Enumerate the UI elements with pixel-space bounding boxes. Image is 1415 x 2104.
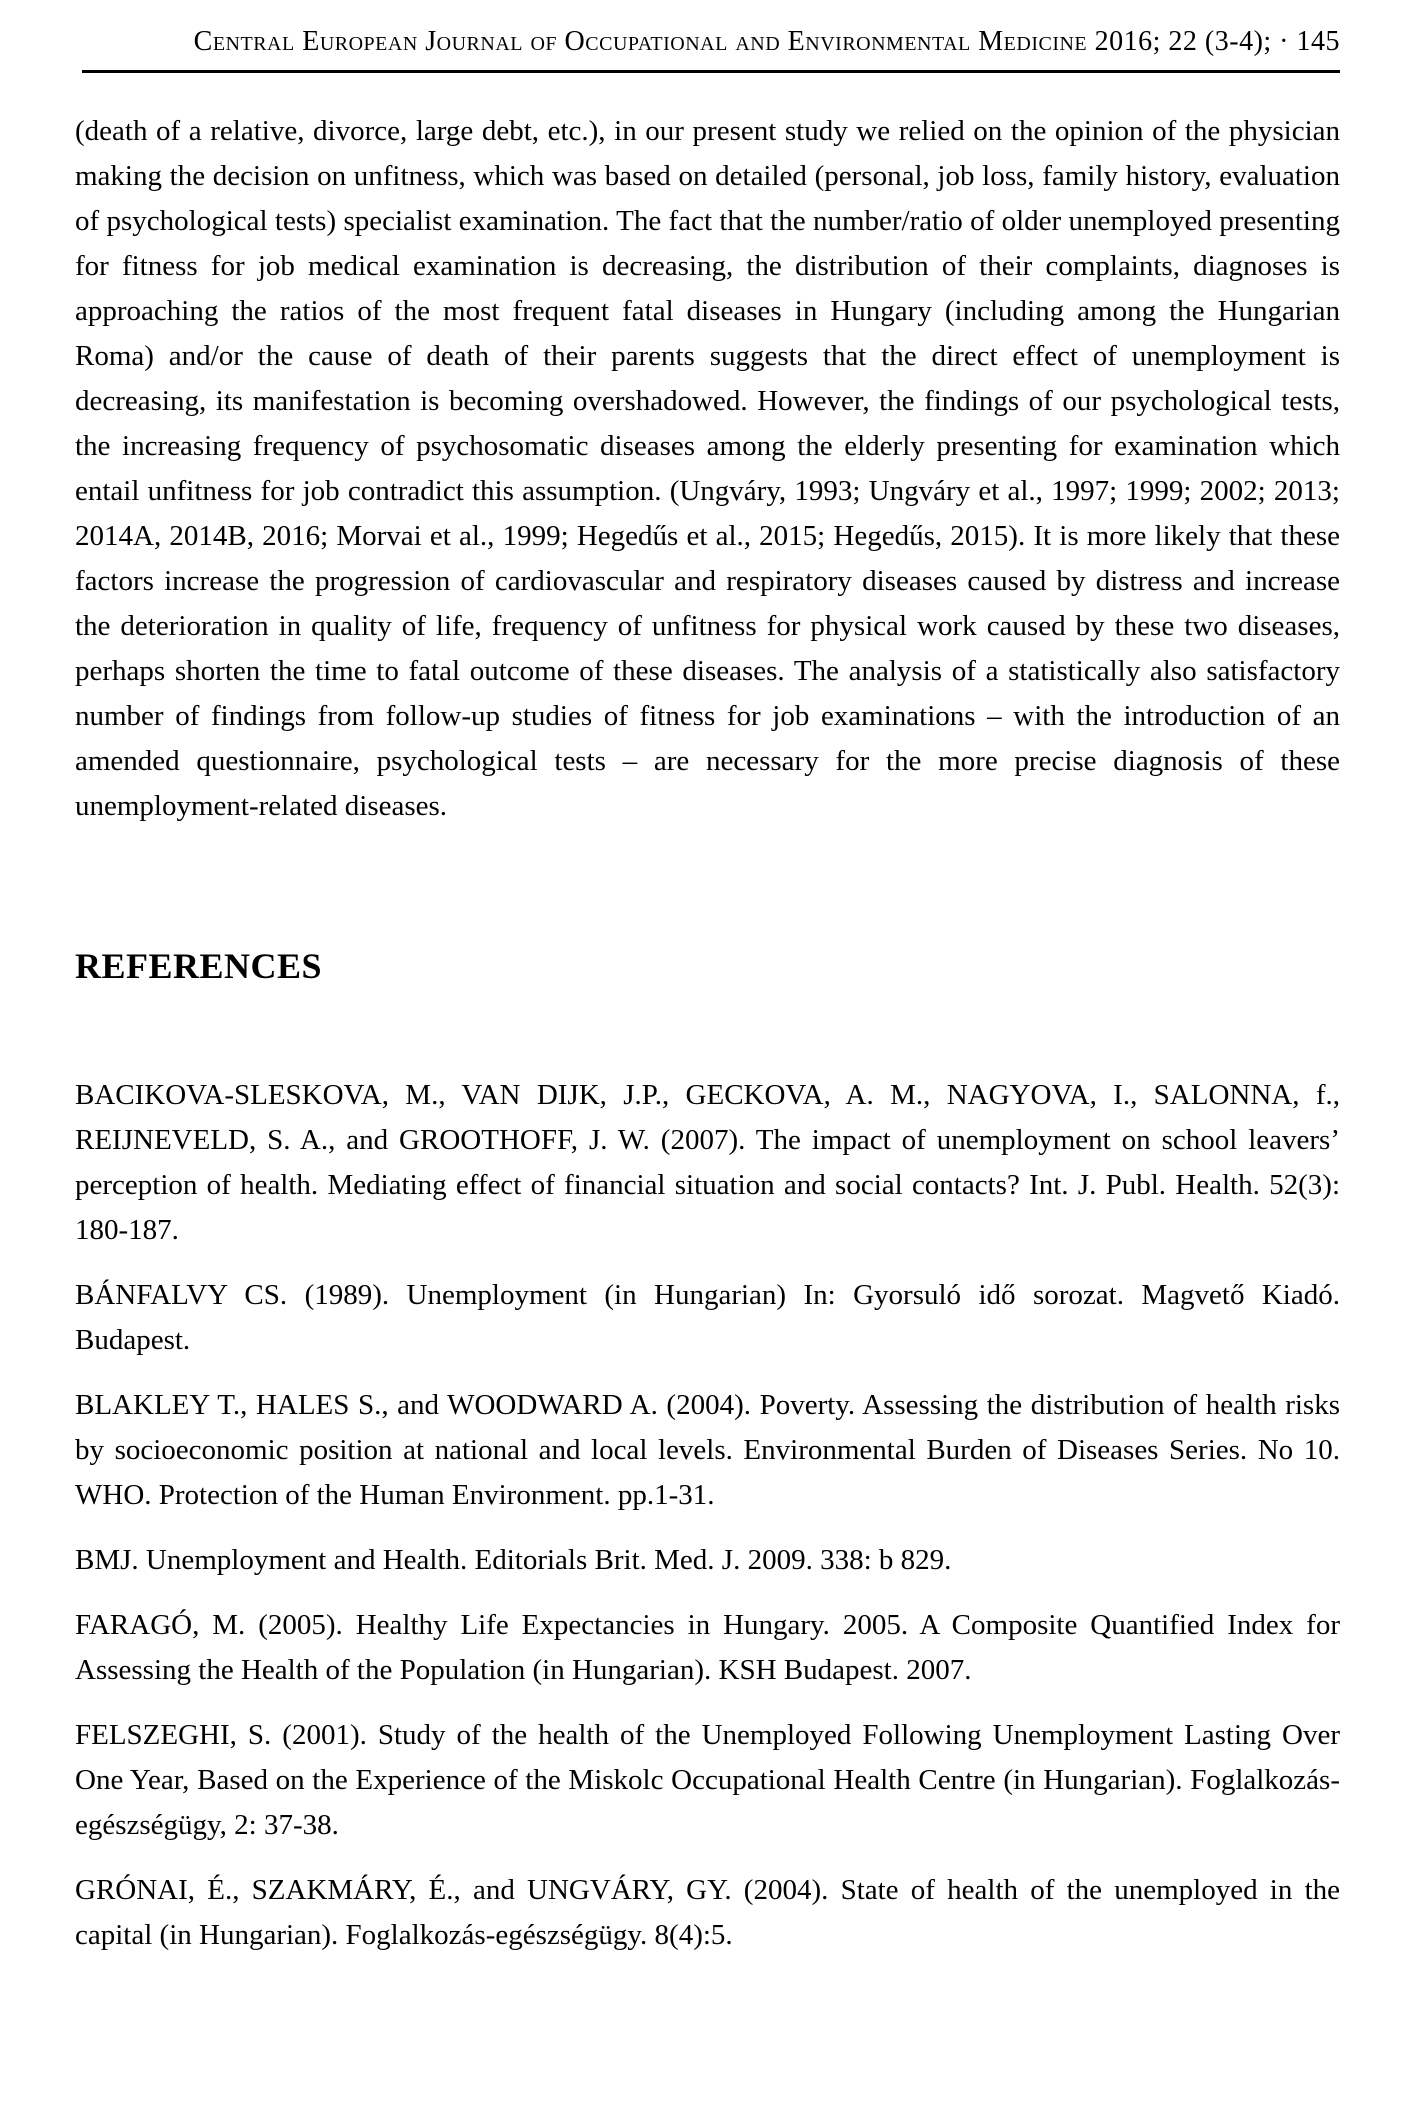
page-content [75,109,1340,1958]
reference-item: FELSZEGHI, S. (2001). Study of the health of the Unemployed Following Unemployment Lasting Over One Year, Based on the Experience of the Miskolc Occupational Health Centre (in Hungarian). Foglalkozás-egészségügy, 2: 37-38. [75,1719,1340,1841]
reference-item: BÁNFALVY CS. (1989). Unemployment (in Hungarian) In: Gyorsuló idő sorozat. Magvető Kiadó. Budapest. [75,1279,1340,1356]
reference-item: BLAKLEY T., HALES S., and WOODWARD A. (2004). Poverty. Assessing the distribution of health risks by socioeconomic position at national and local levels. Environmental Burden of Diseases Series. No 10. WHO. Protection of the Human Environment. pp.1-31. [75,1389,1340,1511]
body-paragraph: (death of a relative, divorce, large debt, etc.), in our present study we relied on the opinion of the physician making the decision on unfitness, which was based on detailed (personal, job loss, family history, evaluation of psychological tests) specialist examination. The fact that the number/ratio of older unemployed presenting for fitness for job medical examination is decreasing, the distribution of their complaints, diagnoses is approaching the ratios of the most frequent fatal diseases in Hungary (including among the Hungarian Roma) and/or the cause of death of their parents suggests that the direct effect of unemployment is decreasing, its manifestation is becoming overshadowed. However, the findings of our psychological tests, the increasing frequency of psychosomatic diseases among the elderly presenting for examination which entail unfitness for job contradict this assumption. (Ungváry, 1993; Ungváry et al., 1997; 1999; 2002; 2013; 2014A, 2014B, 2016; Morvai et al., 1999; Hegedűs et al., 2015; Hegedűs, 2015). It is more likely that these factors increase the progression of cardiovascular and respiratory diseases caused by distress and increase the deterioration in quality of life, frequency of unfitness for physical work caused by these two diseases, perhaps shorten the time to fatal outcome of these diseases. The analysis of a statistically also satisfactory number of findings from follow-up studies of fitness for job examinations – with the introduction of an amended questionnaire, psychological tests – are necessary for the more precise diagnosis of these unemployment-related diseases. [75,115,1340,822]
reference-item: BACIKOVA-SLESKOVA, M., VAN DIJK, J.P., GECKOVA, A. M., NAGYOVA, I., SALONNA, f., REIJNEVELD, S. A., and GROOTHOFF, J. W. (2007). The impact of unemployment on school leavers’ perception of health. Mediating effect of financial situation and social contacts? Int. J. Publ. Health. 52(3): 180-187. [75,1079,1340,1246]
reference-item: BMJ. Unemployment and Health. Editorials Brit. Med. J. 2009. 338: b 829. [75,1544,952,1576]
page-header [82,26,1340,73]
journal-header-line: Central European Journal of Occupational and Environmental Medicine 2016; 22 (3-4); · 145 [193,26,1340,57]
references-list [75,1073,1340,1958]
references-heading: REFERENCES [75,946,323,986]
reference-item: GRÓNAI, É., SZAKMÁRY, É., and UNGVÁRY, GY. (2004). State of health of the unemployed in the capital (in Hungarian). Foglalkozás-egészségügy. 8(4):5. [75,1874,1340,1951]
reference-item: FARAGÓ, M. (2005). Healthy Life Expectancies in Hungary. 2005. A Composite Quantified Index for Assessing the Health of the Population (in Hungarian). KSH Budapest. 2007. [75,1609,1340,1686]
